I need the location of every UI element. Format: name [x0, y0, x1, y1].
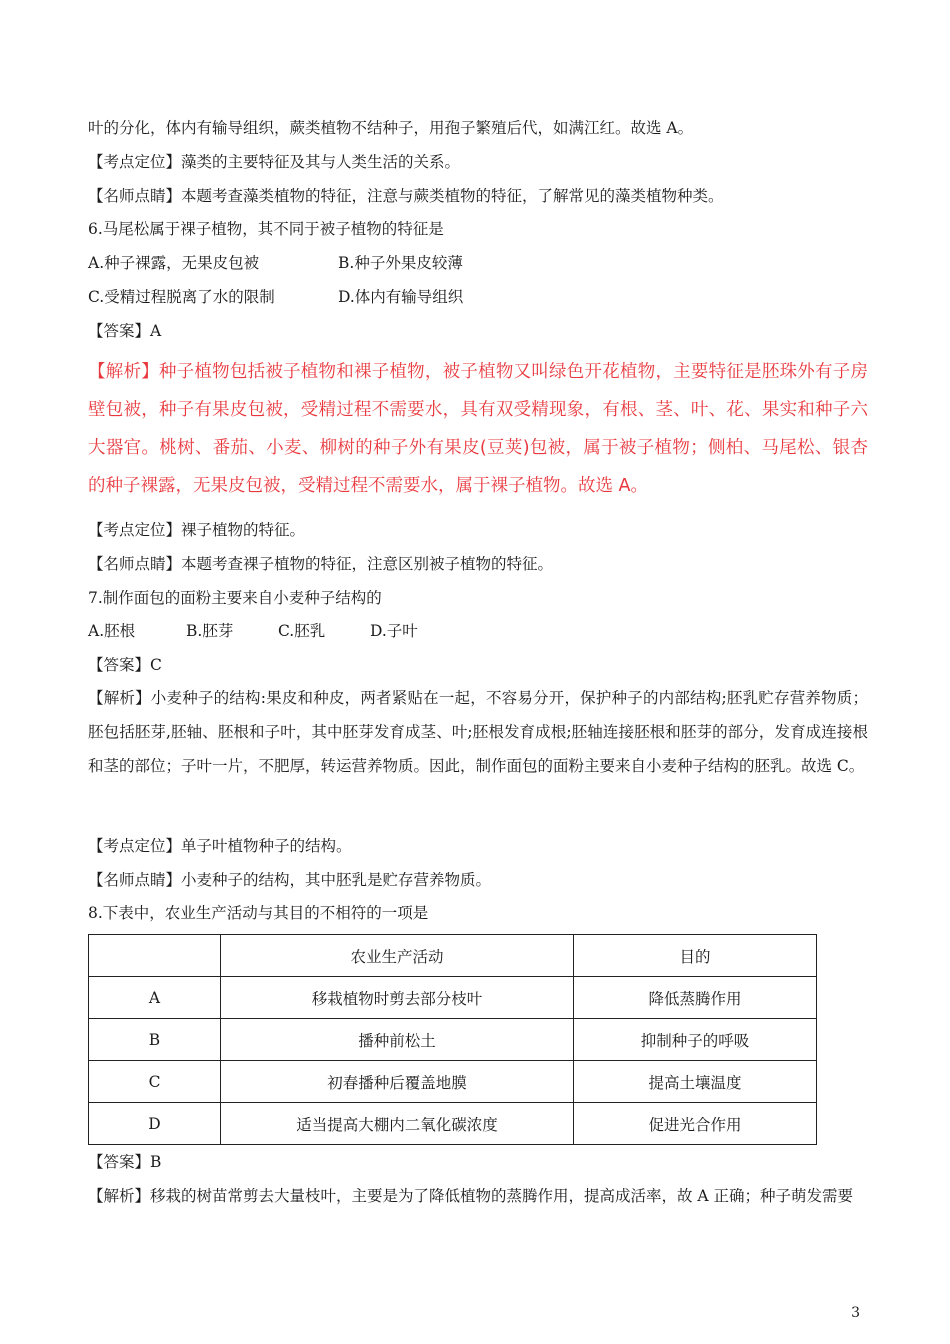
- table-cell: 降低蒸腾作用: [574, 977, 817, 1019]
- table-cell: D: [89, 1103, 221, 1145]
- q6-option-a: A.种子裸露，无果皮包被: [88, 254, 260, 272]
- q7-tip: 【名师点睛】小麦种子的结构，其中胚乳是贮存营养物质。: [88, 871, 492, 889]
- q7-option-c: C.胚乳: [278, 622, 326, 640]
- table-header-cell: 农业生产活动: [221, 935, 574, 977]
- q7-option-a: A.胚根: [88, 622, 136, 640]
- q7-analysis: 【解析】小麦种子的结构:果皮和种皮，两者紧贴在一起，不容易分开，保护种子的内部结构;胚乳贮存营养物质；胚包括胚芽,胚轴、胚根和子叶，其中胚芽发育成茎、叶;胚根发育成根;胚轴连接胚根和胚芽的部分，发育成连接根和茎的部位；子叶一片，不肥厚，转运营养物质。因此，制作面包的面粉主要来自小麦种子结构的胚乳。故选 C。: [88, 689, 868, 775]
- continued-text: 叶的分化，体内有输导组织，蕨类植物不结种子，用孢子繁殖后代，如满江红。故选 A。: [88, 119, 694, 137]
- q8-answer: 【答案】B: [88, 1153, 162, 1171]
- q6-option-b: B.种子外果皮较薄: [338, 254, 463, 272]
- table-cell: 抑制种子的呼吸: [574, 1019, 817, 1061]
- mingshi-q5: 【名师点睛】本题考查藻类植物的特征，注意与蕨类植物的特征，了解常见的藻类植物种类。: [88, 187, 724, 205]
- table-cell: B: [89, 1019, 221, 1061]
- q7-stem: 7.制作面包的面粉主要来自小麦种子结构的: [88, 589, 382, 607]
- table-row: [89, 977, 817, 1019]
- table-cell: 播种前松土: [221, 1019, 574, 1061]
- q7-option-b: B.胚芽: [186, 622, 234, 640]
- page-number: 3: [851, 1305, 860, 1321]
- table-cell: 移栽植物时剪去部分枝叶: [221, 977, 574, 1019]
- table-header-cell: [89, 935, 221, 977]
- q8-analysis: 【解析】移栽的树苗常剪去大量枝叶，主要是为了降低植物的蒸腾作用，提高成活率，故 A 正确；种子萌发需要: [88, 1187, 854, 1205]
- q6-options-row1: [88, 253, 463, 273]
- table-cell: 提高土壤温度: [574, 1061, 817, 1103]
- table-header-cell: 目的: [574, 935, 817, 977]
- q6-locate: 【考点定位】裸子植物的特征。: [88, 521, 306, 539]
- table-cell: A: [89, 977, 221, 1019]
- kaodian-q5: 【考点定位】藻类的主要特征及其与人类生活的关系。: [88, 153, 461, 171]
- q8-table: [88, 934, 817, 1145]
- q6-options-row2: [88, 287, 463, 307]
- table-header-row: [89, 935, 817, 977]
- table-row: [89, 1019, 817, 1061]
- table-row: [89, 1061, 817, 1103]
- q7-answer: 【答案】C: [88, 656, 162, 674]
- table-cell: 适当提高大棚内二氧化碳浓度: [221, 1103, 574, 1145]
- q6-analysis: 【解析】种子植物包括被子植物和裸子植物，被子植物又叫绿色开花植物，主要特征是胚珠外有子房壁包被，种子有果皮包被，受精过程不需要水，具有双受精现象，有根、茎、叶、花、果实和种子六大器官。桃树、番茄、小麦、柳树的种子外有果皮(豆荚)包被，属于被子植物；侧柏、马尾松、银杏的种子裸露，无果皮包被，受精过程不需要水，属于裸子植物。故选 A。: [88, 362, 868, 496]
- q7-options: [88, 621, 418, 641]
- q6-tip: 【名师点睛】本题考查裸子植物的特征，注意区别被子植物的特征。: [88, 555, 554, 573]
- table-cell: 促进光合作用: [574, 1103, 817, 1145]
- q8-stem: 8.下表中，农业生产活动与其目的不相符的一项是: [88, 904, 429, 922]
- q6-option-c: C.受精过程脱离了水的限制: [88, 288, 275, 306]
- q6-option-d: D.体内有输导组织: [338, 288, 464, 306]
- q7-locate: 【考点定位】单子叶植物种子的结构。: [88, 837, 352, 855]
- q6-answer: 【答案】A: [88, 322, 162, 340]
- q7-option-d: D.子叶: [370, 622, 418, 640]
- q6-stem: 6.马尾松属于裸子植物，其不同于被子植物的特征是: [88, 220, 444, 238]
- table-cell: 初春播种后覆盖地膜: [221, 1061, 574, 1103]
- table-cell: C: [89, 1061, 221, 1103]
- table-row: [89, 1103, 817, 1145]
